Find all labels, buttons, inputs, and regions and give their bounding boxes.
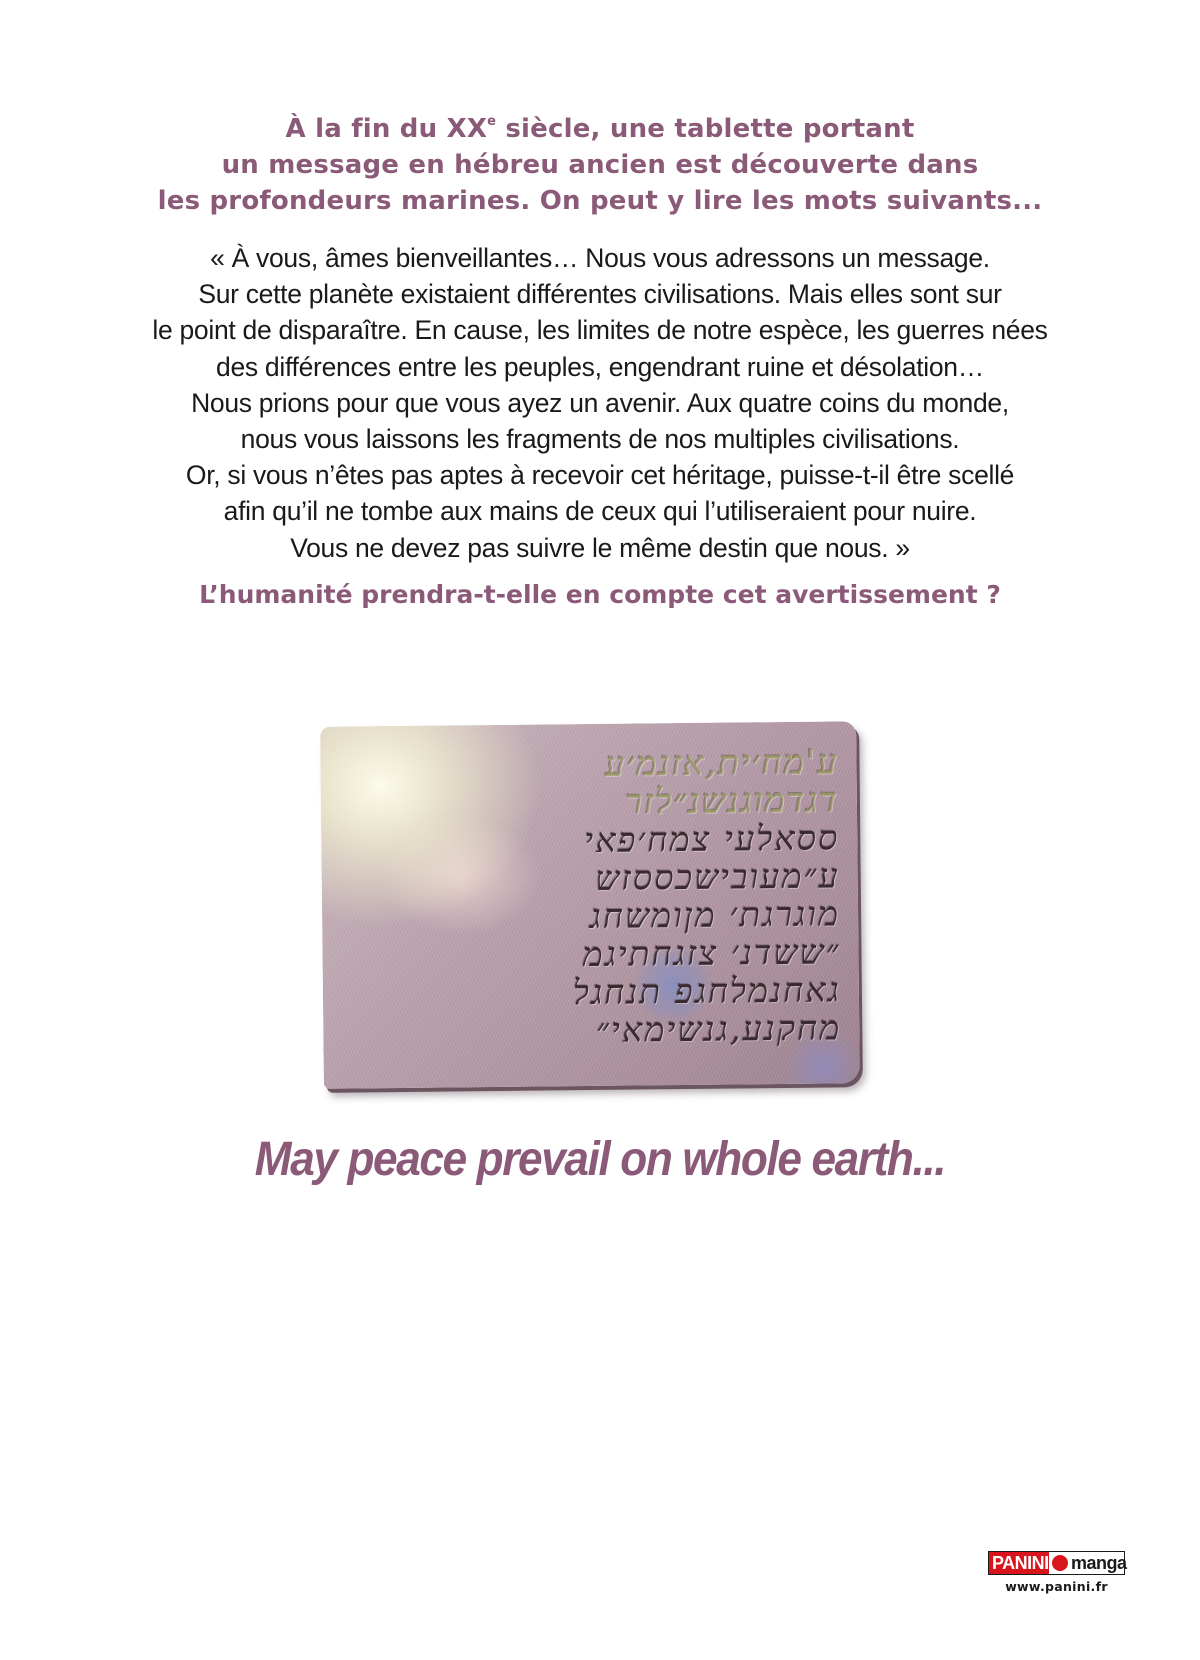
inscription-row: דגדמוגנשנ״לזר [625, 780, 840, 823]
stone-tablet [320, 721, 860, 1089]
tablet-illustration [318, 722, 864, 1094]
quote-line: Sur cette planète existaient différentes civilisations. Mais elles sont sur [198, 279, 1002, 310]
inscription-row: ״ששדנ׳ צזגחתיגמ [582, 932, 841, 976]
quote-line: le point de disparaître. En cause, les limites de notre espèce, les guerres nées [152, 315, 1048, 346]
intro-line-1-end: siècle, une tablette portant [496, 114, 915, 144]
quote-line: des différences entre les peuples, engendrant ruine et désolation… [216, 351, 984, 382]
quote-line: afin qu’il ne tombe aux mains de ceux qui l’utiliseraient pour nuire. [223, 496, 977, 527]
tablet-inscription [338, 743, 841, 1052]
intro-heading [0, 111, 1200, 219]
intro-line-3: les profondeurs marines. On peut y lire les mots suivants... [157, 186, 1043, 216]
quote-line: nous vous laissons les fragments de nos multiples civilisations. [240, 424, 960, 455]
inscription-row: ססאלעי צמח׳פאי [584, 818, 840, 862]
intro-line-2: un message en hébreu ancien est découverte dans [221, 150, 979, 180]
quote-line: « À vous, âmes bienveillantes… Nous vous adressons un message. [210, 243, 990, 273]
quote-line: Or, si vous n’êtes pas aptes à recevoir cet héritage, puisse-t-il être scellé [185, 460, 1015, 491]
inscription-row: מוגרגת׳ מןומשחג [589, 894, 841, 938]
publisher-url: www.panini.fr [1005, 1579, 1108, 1594]
intro-line-1 [0, 111, 1200, 147]
inscription-row: גאחנמלחגפ תנחגל [572, 970, 842, 1014]
intro-line-1-start: À la fin du XX [285, 114, 488, 144]
inscription-row: מחקנע,גנשימאי״ [595, 1008, 842, 1051]
tablet-message-quote [0, 240, 1200, 566]
quote-line: Vous ne devez pas suivre le même destin que nous. » [290, 532, 910, 563]
panini-manga-logo [988, 1551, 1125, 1575]
logo-manga-text: manga [1071, 1552, 1127, 1573]
closing-question: L’humanité prendra-t-elle en compte cet avertissement ? [199, 580, 1001, 609]
superscript-e: e [487, 114, 497, 129]
inscription-row: ע״מעובישכססזש [595, 856, 840, 899]
logo-panini-text: PANINI [989, 1552, 1049, 1574]
quote-line: Nous prions pour que vous ayez un avenir. Aux quatre coins du monde, [191, 387, 1009, 418]
slogan: May peace prevail on whole earth... [254, 1133, 946, 1186]
inscription-row: ע'מח׳ית,אזנמ׳ע [604, 742, 839, 785]
logo-red-circle-icon [1051, 1554, 1069, 1572]
